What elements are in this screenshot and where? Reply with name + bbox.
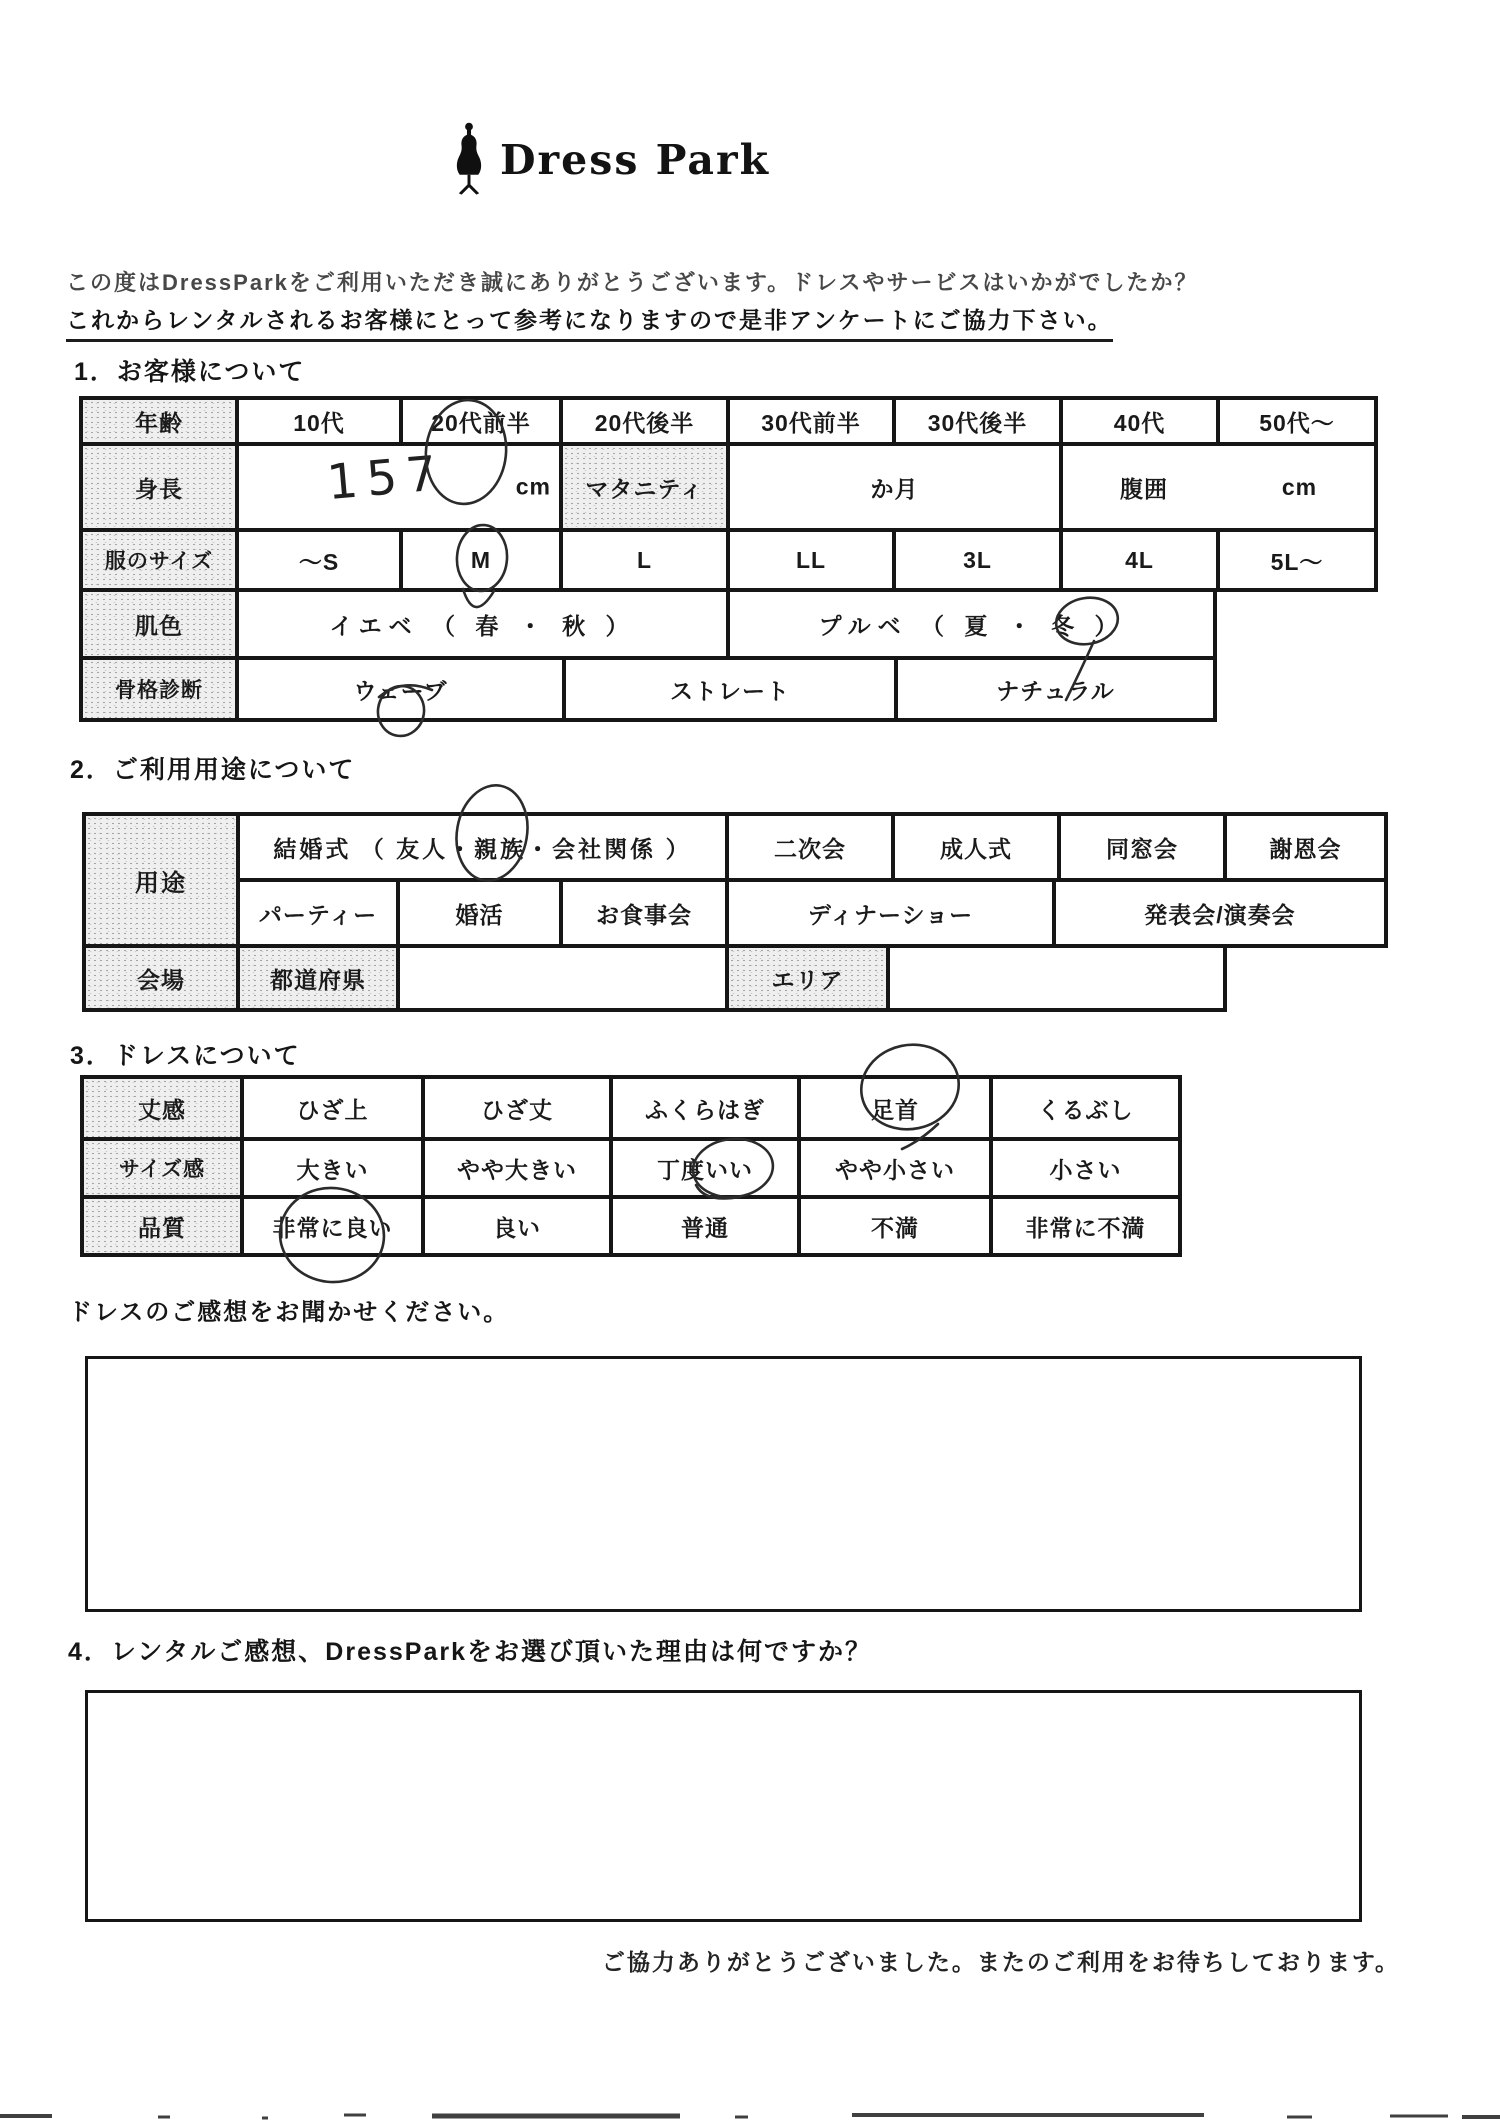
quality-option-very-unsatisfied[interactable]: 非常に不満 xyxy=(1025,1214,1146,1241)
purpose-option-dinner-party[interactable]: お食事会 xyxy=(563,882,729,944)
purpose-label: 用途 xyxy=(82,812,240,948)
waist-unit: cm xyxy=(1281,473,1318,500)
age-option-10s[interactable]: 10代 xyxy=(239,400,403,442)
frame-option-wave[interactable]: ウェーブ xyxy=(239,660,566,718)
venue-prefecture-label: 都道府県 xyxy=(240,948,400,1008)
section2-title: 2．ご利用用途について xyxy=(70,756,356,784)
size-label: 服のサイズ xyxy=(83,532,239,588)
scan-artifact-bottom-line xyxy=(0,2115,1500,2118)
frame-option-straight[interactable]: ストレート xyxy=(566,660,898,718)
size-row xyxy=(79,528,1378,592)
fit-option-large[interactable]: 大きい xyxy=(244,1141,425,1195)
maternity-months-cell[interactable]: か月 xyxy=(730,446,1063,528)
quality-row xyxy=(80,1195,1182,1257)
size-option-5l[interactable]: 5L～ xyxy=(1270,548,1324,575)
size-option-s[interactable]: ～S xyxy=(239,532,403,588)
purpose-option-recital[interactable]: 発表会/演奏会 xyxy=(1144,901,1296,928)
length-row xyxy=(80,1075,1182,1141)
purpose-row-1 xyxy=(236,812,1388,882)
size-option-ll[interactable]: LL xyxy=(730,532,896,588)
intro-line-1: この度はDressParkをご利用いただき誠にありがとうございます。ドレスやサービスはいかがでしたか？ xyxy=(66,270,1199,295)
purpose-option-coming-of-age[interactable]: 成人式 xyxy=(895,816,1061,878)
purpose-row-2 xyxy=(236,878,1388,948)
size-option-m[interactable]: M xyxy=(403,532,563,588)
footer-thanks: ご協力ありがとうございました。またのご利用をお待ちしております。 xyxy=(601,1949,1400,1975)
skin-row xyxy=(79,588,1217,660)
age-option-20s-early[interactable]: 20代前半 xyxy=(403,400,563,442)
length-option-calf[interactable]: ふくらはぎ xyxy=(613,1079,801,1137)
quality-label: 品質 xyxy=(84,1199,244,1253)
length-option-above-knee[interactable]: ひざ上 xyxy=(244,1079,425,1137)
length-option-knee[interactable]: ひざ丈 xyxy=(425,1079,613,1137)
fit-label: サイズ感 xyxy=(84,1141,244,1195)
logo xyxy=(450,122,770,196)
section1-title: 1．お客様について xyxy=(74,358,306,386)
height-handwritten-value: 157 xyxy=(324,444,448,512)
brand-name: Dress Park xyxy=(500,136,770,184)
quality-option-unsatisfied[interactable]: 不満 xyxy=(801,1199,993,1253)
height-row xyxy=(79,442,1378,532)
size-option-3l[interactable]: 3L xyxy=(896,532,1063,588)
height-value-cell[interactable] xyxy=(239,446,563,528)
frame-row xyxy=(79,656,1217,722)
age-option-30s-late[interactable]: 30代後半 xyxy=(896,400,1063,442)
fit-row xyxy=(80,1137,1182,1199)
dress-form-icon xyxy=(450,122,488,196)
venue-prefecture-input[interactable] xyxy=(400,948,729,1008)
purpose-option-thanks-party[interactable]: 謝恩会 xyxy=(1269,835,1342,862)
intro-line-2: これからレンタルされるお客様にとって参考になりますので是非アンケートにご協力下さい。 xyxy=(66,302,1113,342)
length-label: 丈感 xyxy=(84,1079,244,1137)
purpose-option-party[interactable]: パーティー xyxy=(240,882,400,944)
venue-row xyxy=(82,944,1227,1012)
waist-label: 腹囲 xyxy=(1119,475,1168,502)
venue-area-input[interactable] xyxy=(890,948,1223,1008)
size-option-4l[interactable]: 4L xyxy=(1063,532,1220,588)
age-row xyxy=(79,396,1378,446)
purpose-option-wedding[interactable]: 結婚式 （ 友人・親族・会社関係 ） xyxy=(240,816,729,878)
fit-option-small[interactable]: 小さい xyxy=(1049,1156,1122,1183)
fit-option-just-right[interactable]: 丁度いい xyxy=(613,1141,801,1195)
dress-comment-box[interactable] xyxy=(85,1356,1362,1612)
section4-title: 4．レンタルご感想、DressParkをお選び頂いた理由は何ですか？ xyxy=(68,1638,872,1666)
length-option-ankle[interactable]: 足首 xyxy=(801,1079,993,1137)
age-option-30s-early[interactable]: 30代前半 xyxy=(730,400,896,442)
length-option-anklebone[interactable]: くるぶし xyxy=(1037,1096,1134,1123)
quality-option-very-good[interactable]: 非常に良い xyxy=(244,1199,425,1253)
frame-option-natural[interactable]: ナチュラル xyxy=(996,677,1115,704)
age-label: 年齢 xyxy=(83,400,239,442)
skin-label: 肌色 xyxy=(83,592,239,656)
purpose-option-afterparty[interactable]: 二次会 xyxy=(729,816,895,878)
venue-area-label: エリア xyxy=(729,948,890,1008)
purpose-option-konkatsu[interactable]: 婚活 xyxy=(400,882,563,944)
quality-option-good[interactable]: 良い xyxy=(425,1199,613,1253)
venue-label: 会場 xyxy=(86,948,240,1008)
frame-label: 骨格診断 xyxy=(83,660,239,718)
fit-option-slightly-small[interactable]: やや小さい xyxy=(801,1141,993,1195)
age-option-50s[interactable]: 50代～ xyxy=(1259,409,1335,436)
age-option-40s[interactable]: 40代 xyxy=(1063,400,1220,442)
age-option-20s-late[interactable]: 20代後半 xyxy=(563,400,730,442)
dress-comment-label: ドレスのご感想をお聞かせください。 xyxy=(68,1299,510,1326)
size-option-l[interactable]: L xyxy=(563,532,730,588)
section3-title: 3．ドレスについて xyxy=(70,1042,301,1070)
height-unit: cm xyxy=(515,473,551,500)
quality-option-normal[interactable]: 普通 xyxy=(613,1199,801,1253)
purpose-option-reunion[interactable]: 同窓会 xyxy=(1061,816,1227,878)
fit-option-slightly-large[interactable]: やや大きい xyxy=(425,1141,613,1195)
skin-option-warm[interactable]: イエベ （ 春 ・ 秋 ） xyxy=(239,592,730,656)
maternity-label: マタニティ xyxy=(563,446,730,528)
waist-cell[interactable] xyxy=(1063,446,1374,528)
rental-comment-box[interactable] xyxy=(85,1690,1362,1922)
skin-option-cool[interactable]: プルベ （ 夏 ・ 冬 ） xyxy=(818,612,1125,639)
purpose-option-dinner-show[interactable]: ディナーショー xyxy=(729,882,1056,944)
height-label: 身長 xyxy=(83,446,239,528)
